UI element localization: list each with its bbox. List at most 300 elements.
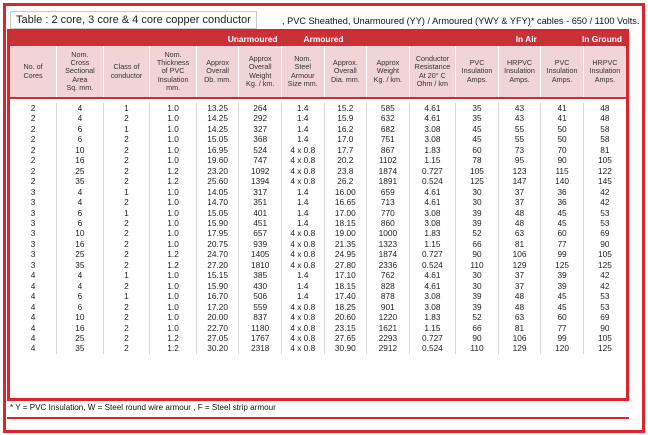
column-header-line: Insulation xyxy=(589,66,621,76)
table-cell: 4 xyxy=(30,312,36,323)
table-cell: 1.2 xyxy=(150,333,197,343)
column-header-line: conductor xyxy=(110,70,143,80)
table-cell: 55 xyxy=(498,134,541,144)
table-cell: 451 xyxy=(239,218,282,228)
table-cell: 4 x 0.8 xyxy=(282,176,325,186)
table-cell: 2 xyxy=(103,166,150,176)
column-header-line: Steel xyxy=(294,62,311,72)
column-header-line: Amps. xyxy=(551,74,573,84)
table-cell: 105 xyxy=(583,155,626,165)
table-cell: 35 xyxy=(57,176,104,186)
table-cell: 66 xyxy=(456,323,499,333)
table-cell: 524 xyxy=(239,145,282,155)
table-cell: 4 x 0.8 xyxy=(282,260,325,270)
column-header-line: Area xyxy=(72,74,88,84)
table-cell: 2 xyxy=(103,218,150,228)
table-cell: 30 xyxy=(456,197,499,207)
column-header-line: Class of xyxy=(113,62,140,72)
table-cell: 1.0 xyxy=(150,228,197,238)
table-row xyxy=(10,176,626,186)
table-cell: 27.05 xyxy=(196,333,239,343)
table-cell: 106 xyxy=(498,333,541,343)
table-cell: 60 xyxy=(541,312,584,322)
table-cell: 2 xyxy=(30,176,36,187)
table-cell: 35 xyxy=(456,113,499,123)
table-cell: 15.90 xyxy=(196,218,239,228)
column-header-line: Overall xyxy=(206,66,230,76)
table-cell: 6 xyxy=(57,124,104,134)
table-cell: 25 xyxy=(57,249,104,259)
table-cell: 105 xyxy=(456,166,499,176)
table-cell: 14.70 xyxy=(196,197,239,207)
table-cell: 36 xyxy=(541,187,584,197)
table-cell: 4 x 0.8 xyxy=(282,145,325,155)
table-cell: 13.25 xyxy=(196,103,239,113)
table-row xyxy=(10,270,626,280)
table-cell: 4 x 0.8 xyxy=(282,166,325,176)
table-cell: 120 xyxy=(541,343,584,353)
column-header-line: At 20° C xyxy=(418,70,446,80)
table-cell: 0.727 xyxy=(409,249,456,259)
table-cell: 66 xyxy=(456,239,499,249)
table-cell: 3 xyxy=(30,186,36,197)
table-cell: 2 xyxy=(30,144,36,155)
table-cell: 4.61 xyxy=(409,270,456,280)
table-cell: 368 xyxy=(239,134,282,144)
table-cell: 2 xyxy=(30,103,36,113)
group-in-ground: In Ground xyxy=(541,32,626,46)
column-header-line: Approx xyxy=(376,58,400,68)
table-cell: 39 xyxy=(456,291,499,301)
table-cell: 35 xyxy=(57,260,104,270)
table-cell: 506 xyxy=(239,291,282,301)
table-cell: 70 xyxy=(541,145,584,155)
table-cell: 125 xyxy=(456,176,499,186)
table-cell: 1.2 xyxy=(150,343,197,353)
table-cell: 27.20 xyxy=(196,260,239,270)
table-cell: 1.4 xyxy=(282,103,325,113)
table-cell: 4.61 xyxy=(409,113,456,123)
table-cell: 125 xyxy=(583,343,626,353)
table-cell: 24.95 xyxy=(324,249,367,259)
table-cell: 37 xyxy=(498,187,541,197)
table-cell: 3.08 xyxy=(409,218,456,228)
column-header-line: Cross xyxy=(70,58,90,68)
table-cell: 1000 xyxy=(367,228,410,238)
table-cell: 3 xyxy=(30,197,36,208)
column-header-line: Db. mm. xyxy=(204,74,232,84)
table-cell: 2 xyxy=(103,145,150,155)
table-cell: 317 xyxy=(239,187,282,197)
table-cell: 1.0 xyxy=(150,291,197,301)
table-cell: 105 xyxy=(583,333,626,343)
table-cell: 0.524 xyxy=(409,343,456,353)
table-cell: 1621 xyxy=(367,323,410,333)
table-cell: 1.4 xyxy=(282,197,325,207)
table-cell: 2 xyxy=(103,249,150,259)
table-cell: 4 x 0.8 xyxy=(282,343,325,353)
column-header-line: Sectional xyxy=(65,66,95,76)
table-cell: 4 x 0.8 xyxy=(282,312,325,322)
table-cell: 30.20 xyxy=(196,343,239,353)
table-cell: 20.60 xyxy=(324,312,367,322)
group-unarmoured: Unarmoured xyxy=(10,32,282,46)
table-row xyxy=(10,343,626,353)
column-header-line: Amps. xyxy=(466,74,488,84)
table-title: Table : 2 core, 3 core & 4 core copper conductor xyxy=(10,11,257,29)
table-cell: 95 xyxy=(498,155,541,165)
table-cell: 292 xyxy=(239,113,282,123)
table-cell: 20.2 xyxy=(324,155,367,165)
bottom-rule xyxy=(7,417,629,419)
table-cell: 18.25 xyxy=(324,302,367,312)
column-header-line: Insulation xyxy=(157,74,189,84)
table-cell: 19.60 xyxy=(196,155,239,165)
table-cell: 52 xyxy=(456,228,499,238)
table-cell: 1.2 xyxy=(150,166,197,176)
table-row xyxy=(10,113,626,123)
table-cell: 4 xyxy=(30,322,36,333)
table-cell: 45 xyxy=(541,208,584,218)
table-row xyxy=(10,103,626,113)
table-cell: 42 xyxy=(583,187,626,197)
column-header-line: HRPVC xyxy=(592,58,618,68)
table-cell: 657 xyxy=(239,228,282,238)
table-cell: 20.00 xyxy=(196,312,239,322)
table-cell: 1.0 xyxy=(150,197,197,207)
table-cell: 747 xyxy=(239,155,282,165)
table-cell: 17.20 xyxy=(196,302,239,312)
table-cell: 30.90 xyxy=(324,343,367,353)
table-cell: 15.90 xyxy=(196,281,239,291)
table-cell: 4.61 xyxy=(409,281,456,291)
table-cell: 1.15 xyxy=(409,155,456,165)
table-cell: 1.4 xyxy=(282,218,325,228)
table-cell: 110 xyxy=(456,260,499,270)
table-cell: 3.08 xyxy=(409,291,456,301)
table-cell: 27.80 xyxy=(324,260,367,270)
column-header xyxy=(150,46,197,98)
table-cell: 2 xyxy=(103,197,150,207)
table-cell: 78 xyxy=(456,155,499,165)
table-cell: 23.15 xyxy=(324,323,367,333)
table-cell: 1405 xyxy=(239,249,282,259)
table-cell: 48 xyxy=(498,291,541,301)
table-subtitle: , PVC Sheathed, Unarmoured (YY) / Armoured (YWY & YFY)* cables - 650 / 1100 Volts. xyxy=(282,16,640,26)
table-row xyxy=(10,281,626,291)
table-cell: 1.0 xyxy=(150,323,197,333)
table-cell: 48 xyxy=(498,302,541,312)
table-cell: 48 xyxy=(583,113,626,123)
table-cell: 37 xyxy=(498,281,541,291)
table-cell: 39 xyxy=(456,302,499,312)
table-cell: 77 xyxy=(541,239,584,249)
column-header-line: HRPVC xyxy=(506,58,533,68)
table-cell: 1.83 xyxy=(409,312,456,322)
table-cell: 1.0 xyxy=(150,281,197,291)
table-cell: 2 xyxy=(30,155,36,166)
table-row xyxy=(10,187,626,197)
column-header-line: Overall xyxy=(333,66,357,76)
table-cell: 0.524 xyxy=(409,176,456,186)
table-cell: 2 xyxy=(30,123,36,134)
table-cell: 35 xyxy=(456,103,499,113)
table-cell: 123 xyxy=(498,166,541,176)
table-cell: 81 xyxy=(498,323,541,333)
table-cell: 35 xyxy=(57,343,104,353)
table-cell: 30 xyxy=(456,281,499,291)
table-cell: 837 xyxy=(239,312,282,322)
table-row xyxy=(10,302,626,312)
table-cell: 105 xyxy=(583,249,626,259)
table-cell: 1220 xyxy=(367,312,410,322)
table-cell: 1.0 xyxy=(150,113,197,123)
table-cell: 122 xyxy=(583,166,626,176)
table-cell: 15.05 xyxy=(196,208,239,218)
table-row xyxy=(10,218,626,228)
table-cell: 39 xyxy=(456,218,499,228)
cable-table-wrap xyxy=(7,29,629,401)
column-header-line: Insulation xyxy=(504,66,535,76)
table-cell: 16 xyxy=(57,323,104,333)
footnote: * Y = PVC Insulation, W = Steel round wire armour , F = Steel strip armour xyxy=(10,403,276,412)
table-cell: 39 xyxy=(456,208,499,218)
table-cell: 3 xyxy=(30,217,36,228)
table-cell: 37 xyxy=(498,197,541,207)
table-cell: 4 xyxy=(57,103,104,113)
table-cell: 878 xyxy=(367,291,410,301)
table-cell: 3.08 xyxy=(409,134,456,144)
table-cell: 1767 xyxy=(239,333,282,343)
table-cell: 14.05 xyxy=(196,187,239,197)
table-cell: 1.4 xyxy=(282,124,325,134)
table-cell: 1 xyxy=(103,208,150,218)
table-cell: 2 xyxy=(103,155,150,165)
table-cell: 1.4 xyxy=(282,291,325,301)
table-cell: 41 xyxy=(541,113,584,123)
column-header-line: Armour xyxy=(290,70,315,80)
table-row xyxy=(10,333,626,343)
table-row xyxy=(10,291,626,301)
table-cell: 20.75 xyxy=(196,239,239,249)
table-cell: 0.727 xyxy=(409,166,456,176)
table-cell: 73 xyxy=(498,145,541,155)
table-cell: 632 xyxy=(367,113,410,123)
table-cell: 1.0 xyxy=(150,134,197,144)
column-header xyxy=(456,46,499,98)
table-cell: 901 xyxy=(367,302,410,312)
table-cell: 81 xyxy=(583,145,626,155)
table-cell: 15.2 xyxy=(324,103,367,113)
table-row xyxy=(10,197,626,207)
table-cell: 16.2 xyxy=(324,124,367,134)
table-cell: 16.95 xyxy=(196,145,239,155)
table-cell: 4 x 0.8 xyxy=(282,333,325,343)
table-cell: 1.4 xyxy=(282,113,325,123)
table-cell: 42 xyxy=(583,197,626,207)
table-cell: 25 xyxy=(57,333,104,343)
table-cell: 4 x 0.8 xyxy=(282,302,325,312)
table-cell: 23.8 xyxy=(324,166,367,176)
table-cell: 53 xyxy=(583,208,626,218)
table-cell: 30 xyxy=(456,270,499,280)
table-cell: 867 xyxy=(367,145,410,155)
table-cell: 81 xyxy=(498,239,541,249)
table-cell: 3 xyxy=(30,259,36,270)
table-cell: 42 xyxy=(583,270,626,280)
table-cell: 1.0 xyxy=(150,145,197,155)
table-cell: 2 xyxy=(103,134,150,144)
table-cell: 18.15 xyxy=(324,218,367,228)
table-cell: 2 xyxy=(103,302,150,312)
table-cell: 4.61 xyxy=(409,197,456,207)
table-cell: 659 xyxy=(367,187,410,197)
table-cell: 585 xyxy=(367,103,410,113)
table-cell: 16.70 xyxy=(196,291,239,301)
table-cell: 27.65 xyxy=(324,333,367,343)
table-cell: 48 xyxy=(498,218,541,228)
column-header xyxy=(583,46,626,98)
table-cell: 682 xyxy=(367,124,410,134)
column-header xyxy=(324,46,367,98)
table-cell: 14.25 xyxy=(196,113,239,123)
table-cell: 1 xyxy=(103,187,150,197)
column-header xyxy=(541,46,584,98)
table-cell: 3 xyxy=(30,238,36,249)
group-header-row xyxy=(10,32,626,46)
table-cell: 6 xyxy=(57,218,104,228)
column-header-line: Kg. / km. xyxy=(373,74,403,84)
table-cell: 69 xyxy=(583,228,626,238)
table-cell: 16.65 xyxy=(324,197,367,207)
table-cell: 2 xyxy=(103,113,150,123)
column-header-line: Weight xyxy=(249,70,272,80)
column-header-line: Overall xyxy=(248,62,272,72)
table-cell: 45 xyxy=(456,134,499,144)
column-header-line: Insulation xyxy=(461,66,493,76)
table-row xyxy=(10,134,626,144)
table-cell: 90 xyxy=(583,323,626,333)
table-cell: 828 xyxy=(367,281,410,291)
table-cell: 140 xyxy=(541,176,584,186)
table-row xyxy=(10,312,626,322)
table-cell: 1.0 xyxy=(150,218,197,228)
table-cell: 52 xyxy=(456,312,499,322)
table-cell: 1.4 xyxy=(282,134,325,144)
table-cell: 4 xyxy=(57,187,104,197)
table-cell: 17.0 xyxy=(324,134,367,144)
table-cell: 1.0 xyxy=(150,103,197,113)
table-cell: 751 xyxy=(367,134,410,144)
table-cell: 1.83 xyxy=(409,228,456,238)
table-cell: 90 xyxy=(583,239,626,249)
table-cell: 4 xyxy=(57,197,104,207)
table-cell: 264 xyxy=(239,103,282,113)
table-cell: 351 xyxy=(239,197,282,207)
table-cell: 43 xyxy=(498,113,541,123)
table-cell: 2 xyxy=(103,239,150,249)
column-header-line: Nom. xyxy=(164,49,182,59)
table-cell: 50 xyxy=(541,134,584,144)
column-header xyxy=(103,46,150,98)
table-cell: 42 xyxy=(583,281,626,291)
table-cell: 2318 xyxy=(239,343,282,353)
table-cell: 4 xyxy=(57,270,104,280)
table-cell: 2 xyxy=(30,113,36,124)
table-cell: 50 xyxy=(541,124,584,134)
table-cell: 39 xyxy=(541,281,584,291)
table-cell: 3.08 xyxy=(409,302,456,312)
column-header-line: Approx. xyxy=(332,58,358,68)
table-cell: 4 x 0.8 xyxy=(282,155,325,165)
table-cell: 115 xyxy=(541,166,584,176)
table-cell: 4 xyxy=(57,281,104,291)
table-cell: 99 xyxy=(541,333,584,343)
table-cell: 385 xyxy=(239,270,282,280)
table-row xyxy=(10,249,626,259)
table-cell: 18.15 xyxy=(324,281,367,291)
table-cell: 4 x 0.8 xyxy=(282,323,325,333)
table-cell: 63 xyxy=(498,312,541,322)
table-cell: 1 xyxy=(103,124,150,134)
table-cell: 22.70 xyxy=(196,323,239,333)
table-cell: 1891 xyxy=(367,176,410,186)
table-cell: 1 xyxy=(103,103,150,113)
column-header-line: Resistance xyxy=(414,62,451,72)
column-header-line: Ohm / km xyxy=(416,78,448,88)
table-row xyxy=(10,228,626,238)
table-cell: 39 xyxy=(541,270,584,280)
table-cell: 110 xyxy=(456,343,499,353)
table-cell: 6 xyxy=(57,302,104,312)
column-header xyxy=(367,46,410,98)
table-cell: 24.70 xyxy=(196,249,239,259)
table-cell: 4 x 0.8 xyxy=(282,249,325,259)
table-cell: 48 xyxy=(498,208,541,218)
table-cell: 4 x 0.8 xyxy=(282,228,325,238)
table-cell: 25.60 xyxy=(196,176,239,186)
column-header-line: Amps. xyxy=(509,74,530,84)
column-header xyxy=(282,46,325,98)
table-cell: 2 xyxy=(30,134,36,145)
table-cell: 53 xyxy=(583,302,626,312)
table-cell: 4 x 0.8 xyxy=(282,239,325,249)
table-cell: 1.4 xyxy=(282,270,325,280)
column-header-row xyxy=(10,46,626,98)
column-header-line: Approx xyxy=(206,58,230,68)
table-cell: 327 xyxy=(239,124,282,134)
table-cell: 17.40 xyxy=(324,291,367,301)
table-cell: 2 xyxy=(30,165,36,176)
table-cell: 1323 xyxy=(367,239,410,249)
table-cell: 401 xyxy=(239,208,282,218)
column-header-line: Conductor xyxy=(415,53,449,63)
table-cell: 1.2 xyxy=(150,249,197,259)
table-cell: 2293 xyxy=(367,333,410,343)
table-cell: 1.2 xyxy=(150,260,197,270)
table-cell: 36 xyxy=(541,197,584,207)
table-cell: 45 xyxy=(541,302,584,312)
column-header-line: Kg. / km. xyxy=(246,78,275,88)
table-cell: 2 xyxy=(103,176,150,186)
table-cell: 4 xyxy=(30,270,36,281)
table-cell: 770 xyxy=(367,208,410,218)
table-cell: 1810 xyxy=(239,260,282,270)
table-row xyxy=(10,260,626,270)
table-row xyxy=(10,145,626,155)
table-cell: 14.25 xyxy=(196,124,239,134)
table-cell: 0.727 xyxy=(409,333,456,343)
